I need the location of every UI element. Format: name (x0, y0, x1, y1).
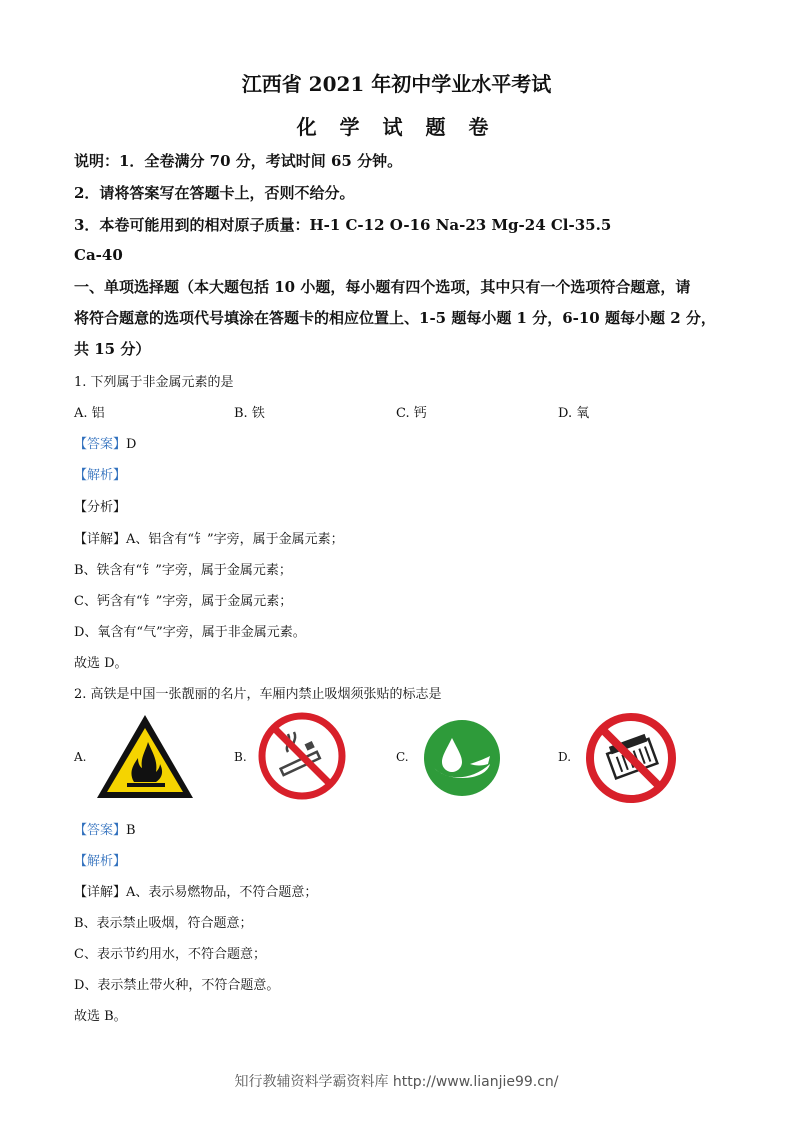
footer-source: 知行教辅资料学霸资料库 http://www.lianjie99.cn/ (234, 1074, 559, 1090)
q1-detail-line: C、钙含有“钅”字旁，属于金属元素； (74, 594, 293, 609)
q1-option-a: A. 铝 (74, 406, 105, 421)
instruction-line-2: 2．请将答案写在答题卡上，否则不给分。 (74, 184, 355, 202)
q2-answer-value: B (126, 823, 136, 838)
q2-stem: 2. 高铁是中国一张靓丽的名片，车厢内禁止吸烟须张贴的标志是 (74, 687, 442, 702)
q1-answer-tag: 【答案】 (74, 437, 127, 452)
instruction-line-4: Ca-40 (74, 246, 123, 264)
q2-conclusion: 故选 B。 (74, 1009, 127, 1024)
q1-option-c: C. 钙 (396, 406, 427, 421)
instruction-line-1: 说明：1．全卷满分 70 分，考试时间 65 分钟。 (74, 152, 403, 170)
exam-subtitle: 化 学 试 题 卷 (296, 115, 497, 139)
section-heading-line-3: 共 15 分） (74, 340, 151, 358)
q2-analysis-tag: 【解析】 (74, 854, 127, 869)
q2-option-d-label: D. (558, 750, 572, 764)
q2-detail-line: B、表示禁止吸烟，符合题意； (74, 916, 253, 931)
q2-option-c-label: C. (396, 750, 409, 764)
q2-detail-line: D、表示禁止带火种，不符合题意。 (74, 978, 280, 993)
q2-answer-tag: 【答案】 (74, 823, 127, 838)
section-heading-line-1: 一、单项选择题（本大题包括 10 小题，每小题有四个选项，其中只有一个选项符合题意，请 (74, 278, 691, 296)
instruction-line-3: 3．本卷可能用到的相对原子质量：H-1 C-12 O-16 Na-23 Mg-24 Cl-35.5 (74, 216, 612, 234)
q1-conclusion: 故选 D。 (74, 656, 128, 671)
q2-detail-line: 【详解】A、表示易燃物品，不符合题意； (74, 885, 318, 900)
q1-detail-line: B、铁含有“钅”字旁，属于金属元素； (74, 563, 292, 578)
exam-title: 江西省 2021 年初中学业水平考试 (241, 72, 552, 96)
no-matches-icon (584, 712, 678, 804)
q2-option-a-label: A. (74, 750, 87, 764)
q1-option-b: B. 铁 (234, 406, 265, 421)
q1-answer-row (74, 433, 136, 452)
no-smoking-icon (258, 712, 346, 800)
q1-option-d: D. 氧 (558, 406, 590, 421)
q1-fenxi-tag: 【分析】 (74, 500, 127, 515)
q1-detail-line: D、氧含有“气”字旁，属于非金属元素。 (74, 625, 306, 640)
flammable-warning-icon (94, 712, 196, 802)
q2-option-d (558, 712, 708, 804)
q2-option-a (74, 712, 224, 804)
q2-detail-line: C、表示节约用水，不符合题意； (74, 947, 266, 962)
q2-option-c (396, 712, 546, 804)
q2-option-b (234, 712, 384, 804)
q2-answer-row (74, 819, 136, 838)
q2-option-b-label: B. (234, 750, 247, 764)
q1-detail-line: 【详解】A、铝含有“钅”字旁，属于金属元素； (74, 532, 344, 547)
q1-stem: 1. 下列属于非金属元素的是 (74, 375, 234, 390)
section-heading-line-2: 将符合题意的选项代号填涂在答题卡的相应位置上、1-5 题每小题 1 分，6-10 题每小题 2 分， (74, 309, 716, 327)
q1-answer-value: D (126, 437, 137, 452)
q1-analysis-tag: 【解析】 (74, 468, 127, 483)
water-saving-icon (422, 718, 502, 798)
